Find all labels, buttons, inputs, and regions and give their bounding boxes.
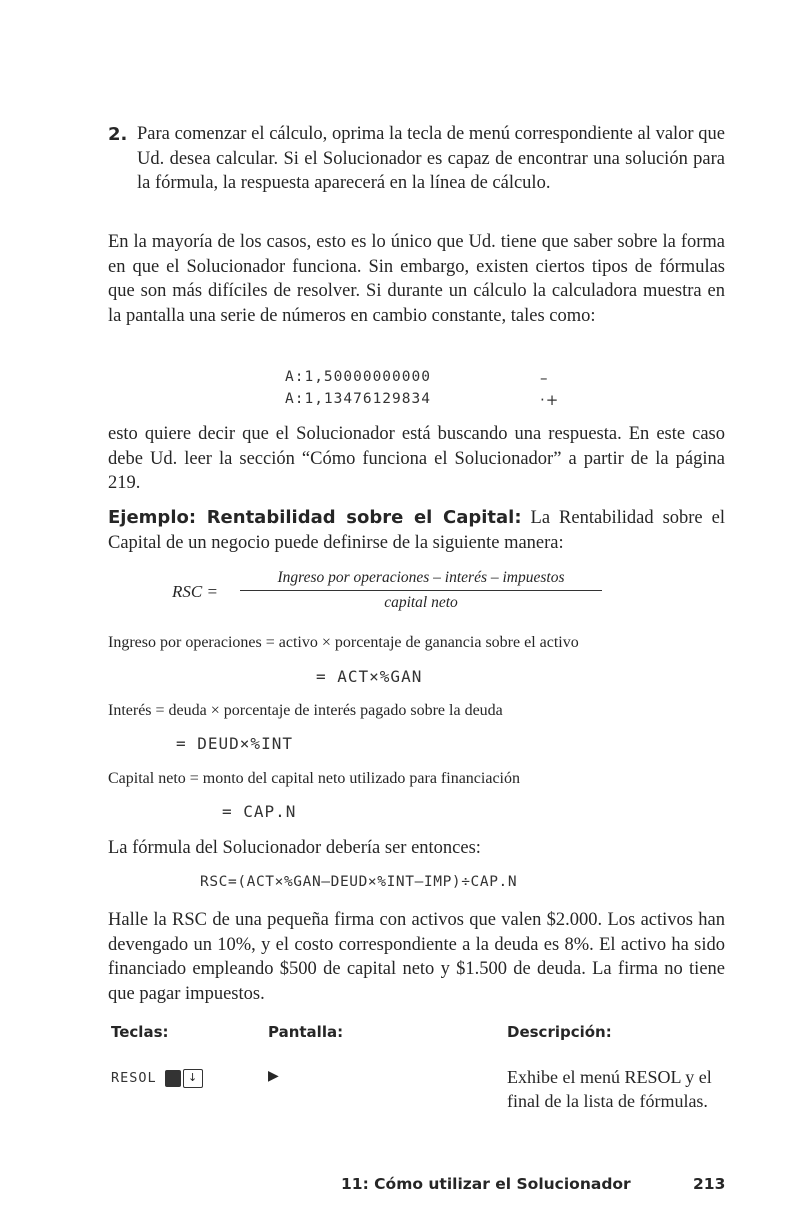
- display-indicator-icon: ▶: [268, 1068, 279, 1084]
- display-line-2: [285, 391, 560, 409]
- footer-chapter: 11: Cómo utilizar el Solucionador: [341, 1175, 631, 1193]
- key-resol: RESOL: [111, 1070, 157, 1087]
- equation-capital: = CAP.N: [222, 802, 297, 821]
- example-paragraph: [108, 506, 725, 555]
- table-header-description: Descripción:: [507, 1023, 612, 1041]
- solver-intro: La fórmula del Solucionador debería ser entonces:: [108, 838, 481, 858]
- row-description: Exhibe el menú RESOL y el final de la lista de fórmulas.: [507, 1067, 712, 1111]
- formula-numerator: Ingreso por operaciones – interés – impuestos: [277, 569, 565, 586]
- table-row: [111, 1069, 203, 1088]
- paragraph-searching: esto quiere decir que el Solucionador está buscando una respuesta. En este caso debe Ud. leer la sección “Cómo funciona el Solucionador” a partir de la página 219.: [108, 424, 725, 493]
- down-arrow-key-icon: ↓: [183, 1069, 203, 1088]
- definition-ingreso: Ingreso por operaciones = activo × porcentaje de ganancia sobre el activo: [108, 634, 579, 651]
- table-header-display: Pantalla:: [268, 1023, 344, 1041]
- display-sign-1: –: [540, 369, 549, 387]
- equation-interes: = DEUD×%INT: [176, 734, 293, 753]
- fraction-bar: [240, 590, 602, 591]
- example-title: Ejemplo: Rentabilidad sobre el Capital:: [108, 507, 522, 528]
- step-text: Para comenzar el cálculo, oprima la tecla de menú correspondiente al valor que Ud. desea calcular. Si el Solucionador es capaz de encontrar una solución para la fórmula, la respuesta aparecerá en la línea de cálculo.: [137, 124, 725, 193]
- table-header-keys: Teclas:: [111, 1023, 169, 1041]
- footer-page-number: 213: [693, 1175, 726, 1193]
- definition-capital: Capital neto = monto del capital neto utilizado para financiación: [108, 770, 520, 787]
- display-line-1: [285, 369, 549, 387]
- problem-statement: Halle la RSC de una pequeña firma con activos que valen $2.000. Los activos han devengado un 10%, y el costo correspondiente a la deuda es 8%. El activo ha sido financiado empleando $500 de capital neto y $1.500 de deuda. La firma no tiene que pagar impuestos.: [108, 910, 725, 1004]
- solver-formula: RSC=(ACT×%GAN–DEUD×%INT–IMP)÷CAP.N: [200, 874, 518, 890]
- display-value-2: A:1,13476129834: [285, 391, 431, 407]
- formula-fraction: [240, 568, 602, 613]
- step-number: 2.: [108, 124, 128, 145]
- equation-ingreso: = ACT×%GAN: [316, 667, 423, 686]
- shift-key-icon: [165, 1070, 181, 1087]
- example-text: La Rentabilidad sobre el Capital de un negocio puede definirse de la siguiente manera:: [108, 508, 725, 553]
- formula-denominator: capital neto: [384, 594, 458, 611]
- formula-lhs: RSC =: [172, 582, 218, 601]
- paragraph-intro: En la mayoría de los casos, esto es lo único que Ud. tiene que saber sobre la forma en que el Solucionador funciona. Sin embargo, existen ciertos tipos de fórmulas que son más difíciles de resolver. Si durante un cálculo la calculadora muestra en la pantalla una serie de números en cambio constante, tales como:: [108, 232, 725, 326]
- definition-interes: Interés = deuda × porcentaje de interés pagado sobre la deuda: [108, 702, 503, 719]
- display-value-1: A:1,50000000000: [285, 369, 431, 385]
- display-sign-2: ·+: [540, 391, 560, 409]
